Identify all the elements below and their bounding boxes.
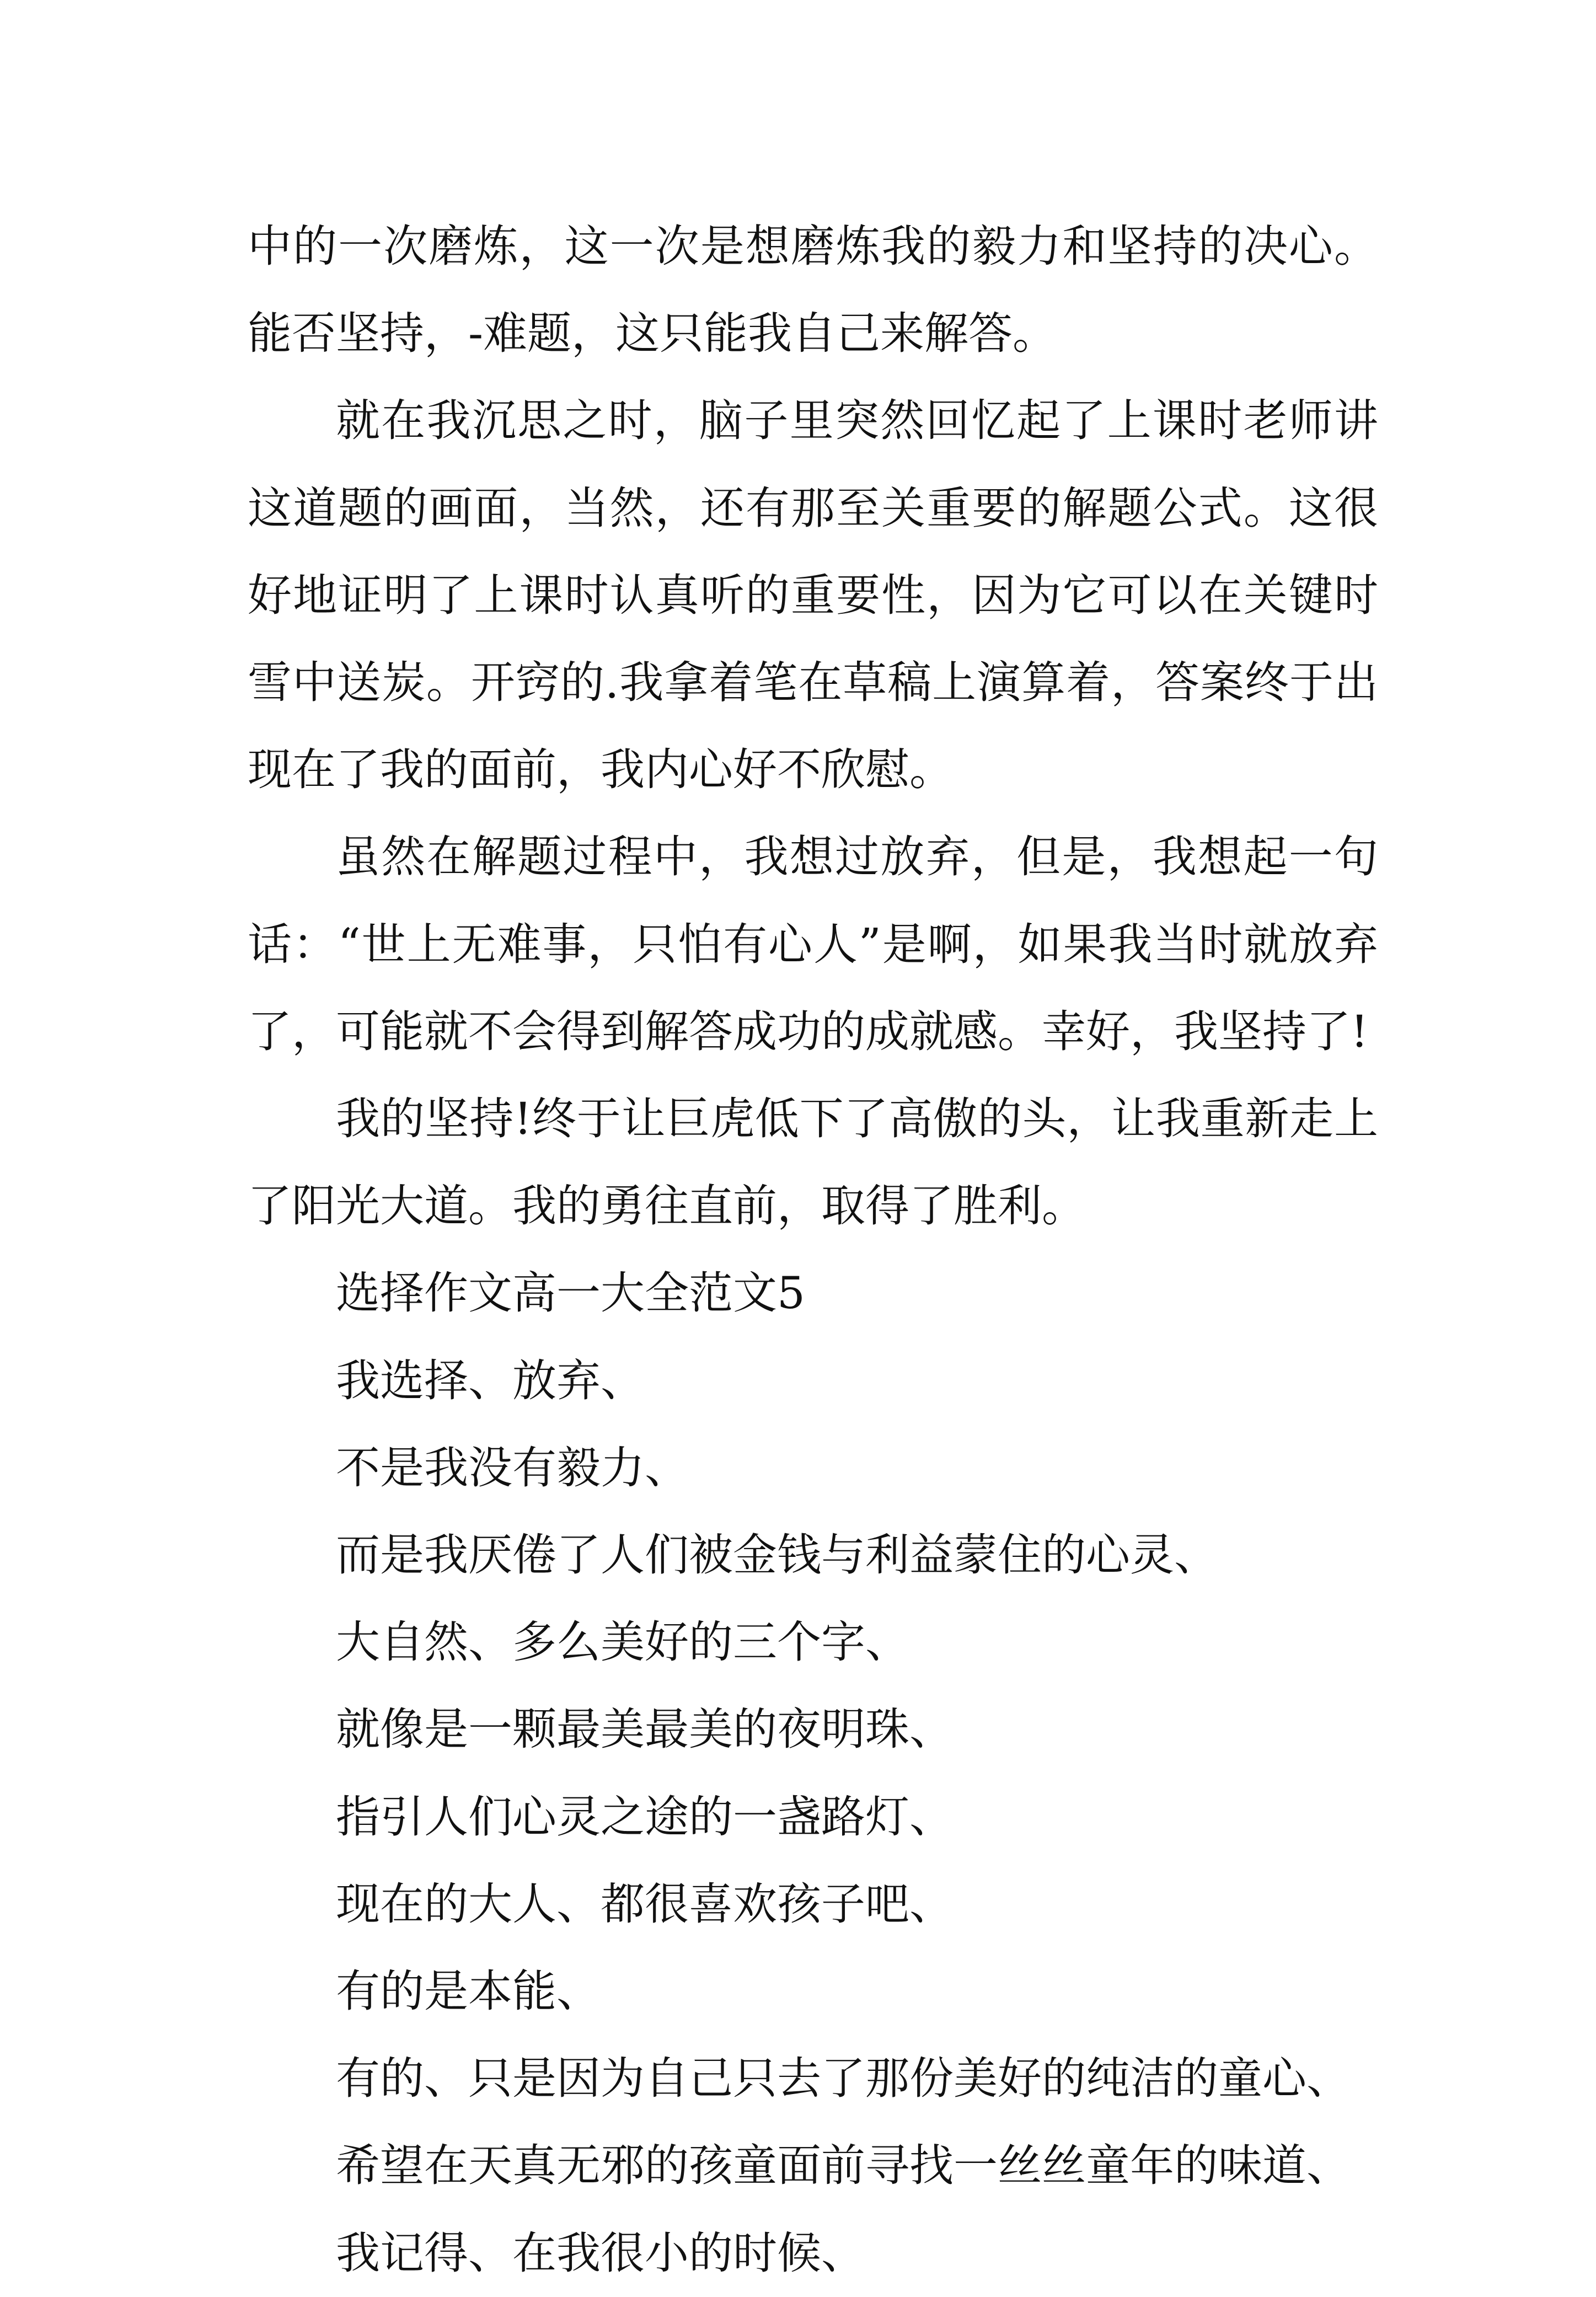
section-heading: 选择作文高一大全范文5: [336, 1267, 805, 1319]
paragraph-persistence: 虽然在解题过程中，我想过放弃，但是，我想起一句话：“世上无难事，只怕有心人”是啊，如果我当时就放弃了，可能就不会得到解答成功的成就感。幸好，我坚持了!: [248, 831, 1378, 1057]
paragraph-victory: 我的坚持!终于让巨虎低下了高傲的头，让我重新走上了阳光大道。我的勇往直前，取得了胜利。: [248, 1093, 1378, 1232]
poem-line: 而是我厌倦了人们被金钱与利益蒙住的心灵、: [336, 1529, 1218, 1581]
poem-line: 我选择、放弃、: [336, 1354, 645, 1406]
document-body: [248, 203, 1378, 2297]
poem-line: 不是我没有毅力、: [336, 1442, 689, 1493]
poem-line: 有的、只是因为自己只去了那份美好的纯洁的童心、: [336, 2053, 1351, 2105]
poem-line: 指引人们心灵之途的一盏路灯、: [336, 1791, 954, 1843]
paragraph-recall: 就在我沉思之时，脑子里突然回忆起了上课时老师讲这道题的画面，当然，还有那至关重要的解题公式。这很好地证明了上课时认真听的重要性，因为它可以在关键时雪中送炭。开窍的.我拿着笔在草稿上演算着，答案终于出现在了我的面前，我内心好不欣慰。: [248, 395, 1378, 796]
poem-line: 现在的大人、都很喜欢孩子吧、: [336, 1878, 954, 1930]
poem-line: 大自然、多么美好的三个字、: [336, 1616, 909, 1668]
paragraph-continuation: 中的一次磨炼，这一次是想磨炼我的毅力和坚持的决心。能否坚持，-难题，这只能我自己来解答。: [248, 221, 1378, 360]
poem-line: 就像是一颗最美最美的夜明珠、: [336, 1704, 954, 1755]
poem-line: 有的是本能、: [336, 1966, 601, 2017]
poem-line: 我记得、在我很小的时候、: [336, 2227, 865, 2279]
poem-line: 希望在天真无邪的孩童面前寻找一丝丝童年的味道、: [336, 2140, 1351, 2192]
